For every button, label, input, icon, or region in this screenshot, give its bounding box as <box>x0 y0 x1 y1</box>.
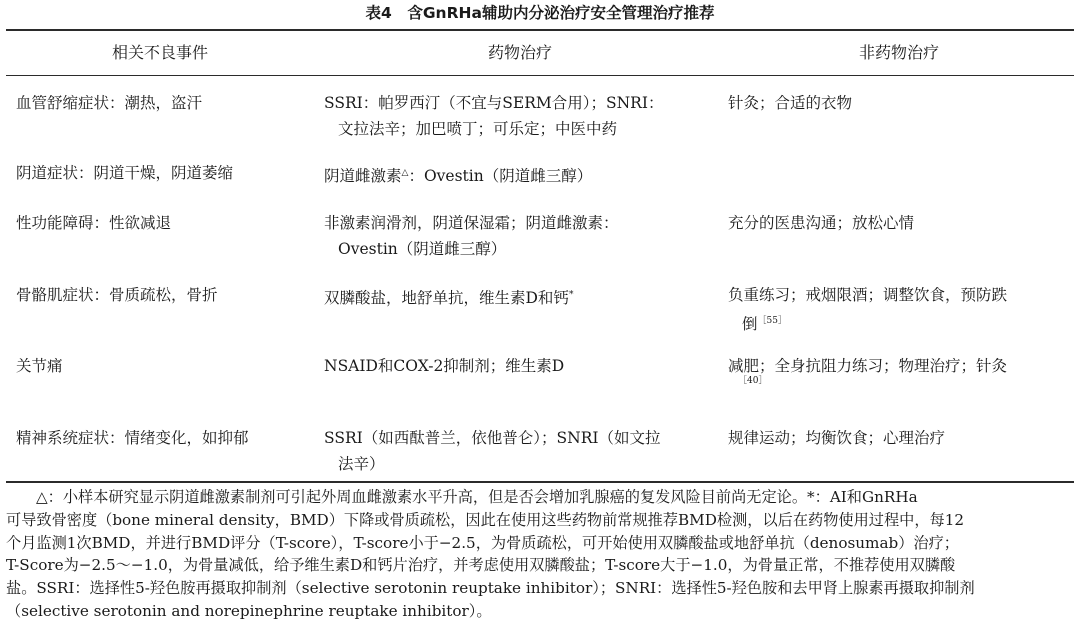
bottom-rule <box>6 481 1074 483</box>
nondrug-text-line: 规律运动；均衡饮食；心理治疗 <box>728 429 946 447</box>
drug-cell <box>324 90 663 142</box>
event-text: 关节痛 <box>16 357 63 375</box>
nondrug-text-line: 针灸；合适的衣物 <box>728 94 853 112</box>
event-text: 阴道症状：阴道干燥，阴道萎缩 <box>16 164 234 182</box>
drug-cell <box>324 160 592 189</box>
event-text: 骨骼肌症状：骨质疏松，骨折 <box>16 286 218 304</box>
drug-text-line: SSRI：帕罗西汀（不宜与SERM合用）；SNRI： <box>324 94 664 112</box>
footnote-line: 盐。SSRI：选择性5-羟色胺再摄取抑制剂（selective serotonin reuptake inhibitor）；SNRI：选择性5-羟色胺和去甲肾上腺素再摄取抑制剂 <box>6 579 975 598</box>
column-header-drug: 药物治疗 <box>487 43 552 62</box>
drug-text: 阴道雌激素 <box>324 167 402 186</box>
footnote-marker: * <box>568 290 574 300</box>
drug-text-line <box>324 160 592 189</box>
nondrug-text-line: 负重练习；戒烟限酒；调整饮食，预防跌 <box>728 286 1008 304</box>
event-cell <box>16 425 249 451</box>
event-cell <box>16 90 202 116</box>
nondrug-text-line: 减肥；全身抗阻力练习；物理治疗；针灸 <box>728 357 1008 375</box>
table-footnote <box>6 486 1074 623</box>
header-rule <box>6 75 1074 76</box>
drug-text-line: 法辛） <box>338 455 385 473</box>
drug-text-line: SSRI（如西酞普兰，依他普仑）；SNRI（如文拉 <box>324 429 661 447</box>
column-header-nondrug: 非药物治疗 <box>858 43 939 62</box>
drug-text: ：Ovestin（阴道雌三醇） <box>408 167 593 186</box>
drug-text-line: Ovestin（阴道雌三醇） <box>338 240 507 258</box>
event-cell <box>16 353 63 379</box>
drug-cell <box>324 210 619 262</box>
table-title: 表4 含GnRHa辅助内分泌治疗安全管理治疗推荐 <box>365 4 715 22</box>
event-text: 血管舒缩症状：潮热，盗汗 <box>16 94 203 112</box>
drug-text: 双膦酸盐，地舒单抗，维生素D和钙 <box>324 289 569 308</box>
drug-text-line: 非激素润滑剂，阴道保湿霜；阴道雌激素： <box>324 214 619 232</box>
event-cell <box>16 160 233 186</box>
drug-text-line: NSAID和COX-2抑制剂；维生素D <box>324 357 565 375</box>
nondrug-cell <box>728 353 1007 387</box>
footnote-marker: △ <box>401 168 409 178</box>
footnote-line: 可导致骨密度（bone mineral density，BMD）下降或骨质疏松，因此在使用这些药物前常规推荐BMD检测，以后在药物使用过程中，每12 <box>6 510 965 529</box>
nondrug-text-line: 充分的医患沟通；放松心情 <box>728 214 915 232</box>
nondrug-text-line <box>728 308 1007 337</box>
drug-text-line: 文拉法辛；加巴喷丁；可乐定；中医中药 <box>338 120 618 138</box>
nondrug-text: 倒 <box>742 315 758 334</box>
nondrug-cell <box>728 210 914 236</box>
footnote-line: T-Score为−2.5～−1.0，为骨量减低，给予维生素D和钙片治疗，并考虑使用双膦酸盐；T-score大于−1.0，为骨量正常，不推荐使用双膦酸 <box>6 556 956 575</box>
footnote-line: △：小样本研究显示阴道雌激素制剂可引起外周血雌激素水平升高，但是否会增加乳腺癌的复发风险目前尚无定论。*：AI和GnRHa <box>36 488 918 506</box>
nondrug-cell <box>728 90 852 116</box>
nondrug-cell <box>728 425 945 451</box>
footnote-line: 个月监测1次BMD，并进行BMD评分（T-score），T-score小于−2.5，为骨质疏松，可开始使用双膦酸盐或地舒单抗（denosumab）治疗； <box>6 533 959 552</box>
drug-cell <box>324 282 573 311</box>
footnote-line: （selective serotonin and norepinephrine reuptake inhibitor）。 <box>6 601 492 620</box>
nondrug-cell <box>728 282 1007 337</box>
event-cell <box>16 282 218 308</box>
top-rule <box>6 29 1074 31</box>
drug-cell <box>324 353 564 379</box>
event-text: 精神系统症状：情绪变化，如抑郁 <box>16 429 249 447</box>
reference-marker: ［40］ <box>738 376 768 386</box>
drug-text-line <box>324 282 573 311</box>
drug-cell <box>324 425 660 477</box>
column-header-event: 相关不良事件 <box>111 43 208 62</box>
reference-marker: ［55］ <box>757 316 787 326</box>
event-text: 性功能障碍：性欲减退 <box>16 214 172 232</box>
event-cell <box>16 210 171 236</box>
